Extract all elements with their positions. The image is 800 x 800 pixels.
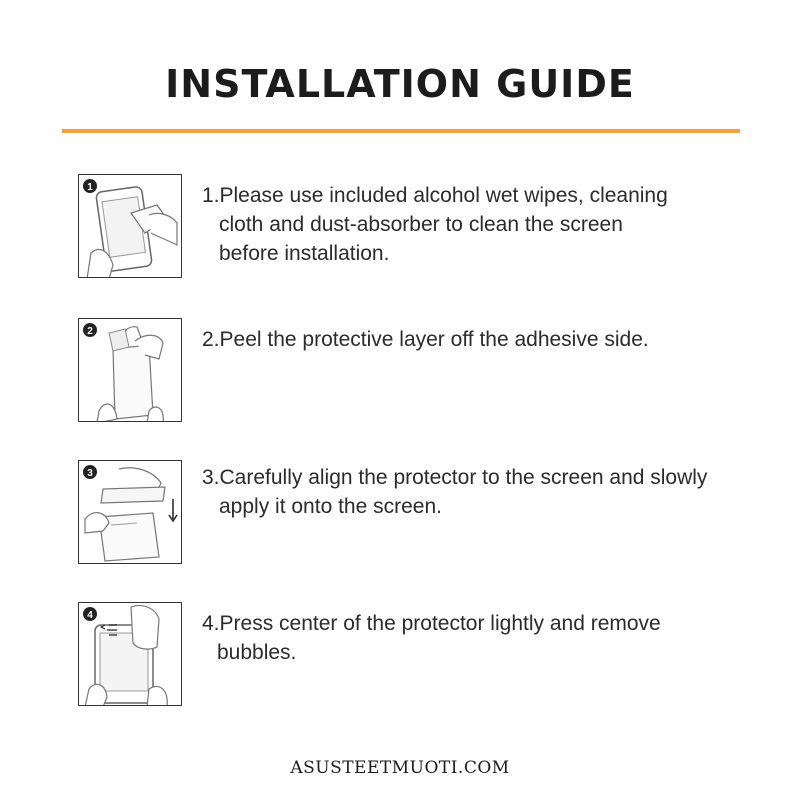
step-2-line-1: 2.Peel the protective layer off the adhesive side. (202, 328, 649, 351)
step-1-line-3: before installation. (219, 242, 390, 265)
step-3-line-2: apply it onto the screen. (219, 495, 442, 518)
page-title: INSTALLATION GUIDE (165, 62, 635, 106)
step-4-text (202, 609, 661, 667)
step-4-illustration (78, 602, 182, 706)
step-2-illustration (78, 318, 182, 422)
step-3-line-1: 3.Carefully align the protector to the screen and slowly (202, 466, 708, 489)
step-2-text (202, 325, 649, 354)
step-4-line-1: 4.Press center of the protector lightly and remove (202, 612, 661, 635)
step-3-illustration (78, 460, 182, 564)
step-4-badge: 4 (87, 610, 93, 621)
step-2-badge: 2 (87, 326, 93, 337)
step-3-badge: 3 (87, 468, 93, 479)
step-1-badge: 1 (87, 182, 93, 193)
align-protector-icon (79, 461, 182, 564)
wipe-screen-icon (79, 175, 182, 278)
step-4-line-2: bubbles. (217, 641, 297, 664)
step-1-illustration (78, 174, 182, 278)
step-1-text (202, 181, 668, 268)
press-bubbles-icon (79, 603, 182, 706)
watermark-text: ASUSTEETMUOTI.COM (290, 758, 510, 778)
title-divider (62, 129, 740, 133)
step-1-line-1: 1.Please use included alcohol wet wipes, cleaning (202, 184, 668, 207)
step-3-text (202, 463, 707, 521)
peel-layer-icon (79, 319, 182, 422)
step-1-line-2: cloth and dust-absorber to clean the screen (219, 213, 623, 236)
